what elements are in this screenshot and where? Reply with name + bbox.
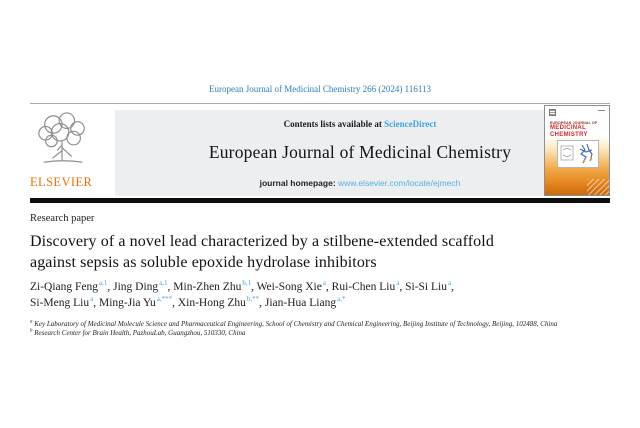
- author-separator: ,: [251, 281, 257, 293]
- affiliation-marker: b: [30, 328, 33, 334]
- author-name: Si-Meng Liu: [30, 296, 90, 309]
- author-affil-marker: a,1: [99, 279, 108, 288]
- author-affil-marker: a: [322, 279, 326, 288]
- author-name: Ming-Jia Yu: [98, 296, 156, 309]
- cover-title-small: EUROPEAN JOURNAL OF: [550, 121, 598, 125]
- article-type-label: Research paper: [30, 213, 95, 224]
- elsevier-tree-icon: [34, 112, 92, 173]
- contents-line: [284, 119, 437, 129]
- journal-title: European Journal of Medicinal Chemistry: [208, 142, 512, 162]
- elsevier-logo: [30, 105, 115, 196]
- author-name: Rui-Chen Liu: [331, 281, 396, 293]
- sciencedirect-link[interactable]: ScienceDirect: [384, 119, 437, 129]
- article-title: [30, 231, 590, 273]
- author-affil-marker: a,***: [156, 294, 173, 303]
- journal-header: [30, 105, 610, 196]
- affiliation-b: [30, 329, 592, 338]
- author-affil-marker: a: [447, 279, 452, 288]
- author-separator: ,: [107, 281, 114, 293]
- author-affil-marker: b,**: [246, 294, 260, 303]
- author-list: [30, 280, 590, 311]
- author-separator: ,: [93, 296, 99, 309]
- author-name: Jing Ding: [113, 281, 159, 293]
- author-affil-marker: b,1: [242, 279, 252, 288]
- article-title-line1: Discovery of a novel lead characterized by a stilbene-extended scaffold: [30, 233, 494, 250]
- author-name: Xin-Hong Zhu: [177, 296, 246, 309]
- author-separator: ,: [259, 296, 265, 309]
- author-line-1: [30, 280, 590, 296]
- author-separator: ,: [325, 281, 332, 293]
- author-name: Si-Si Liu: [405, 281, 447, 293]
- author-name: Jian-Hua Liang: [264, 296, 337, 309]
- homepage-prefix: journal homepage:: [259, 178, 339, 188]
- author-affil-marker: a: [396, 279, 400, 288]
- author-affil-marker: a,1: [159, 279, 168, 288]
- author-separator: ,: [167, 281, 174, 293]
- journal-citation: European Journal of Medicinal Chemistry 266 (2024) 116113: [208, 84, 432, 94]
- elsevier-wordmark: ELSEVIER: [30, 175, 93, 189]
- author-name: Wei-Song Xie: [256, 281, 322, 293]
- author-separator: ,: [451, 281, 454, 293]
- author-separator: ,: [172, 296, 178, 309]
- author-affil-marker: a,*: [337, 294, 346, 303]
- contents-prefix: Contents lists available at: [283, 119, 385, 129]
- author-affil-marker: a: [90, 294, 94, 303]
- affiliation-marker: a: [30, 319, 33, 325]
- affiliation-text: Research Center for Brain Health, PazhouLab, Guangzhou, 510330, China: [34, 329, 246, 337]
- author-name: Zi-Qiang Feng: [30, 281, 99, 293]
- homepage-link[interactable]: www.elsevier.com/locate/ejmech: [338, 178, 461, 188]
- header-top-rule: [30, 103, 610, 104]
- cover-corner-stripes: [587, 179, 610, 196]
- homepage-line: [260, 178, 461, 188]
- author-line-2: [30, 296, 590, 312]
- author-separator: ,: [399, 281, 406, 293]
- cover-molecule-icon: [558, 141, 598, 167]
- affiliation-text: Key Laboratory of Medicinal Molecule Science and Pharmaceutical Engineering, School of Chemistry and Chemical Engineering, Beijing Institute of Technology, Beijing, 102488, China: [34, 320, 558, 328]
- journal-cover-thumbnail[interactable]: [544, 105, 610, 196]
- author-name: Min-Zhen Zhu: [173, 281, 242, 293]
- cover-title: [550, 121, 606, 139]
- header-bottom-rule: [30, 198, 610, 203]
- cover-title-line1: MEDICINAL: [550, 125, 587, 132]
- article-title-line2: against sepsis as soluble epoxide hydrolase inhibitors: [30, 254, 377, 271]
- affiliation-a: [30, 320, 592, 329]
- cover-title-line2: CHEMISTRY: [550, 131, 588, 138]
- cover-publisher-icon: [549, 109, 556, 116]
- journal-banner: [115, 110, 605, 196]
- cover-issue-mark: [598, 110, 605, 111]
- affiliation-list: [30, 320, 592, 338]
- cover-molecule-panel: [557, 140, 599, 168]
